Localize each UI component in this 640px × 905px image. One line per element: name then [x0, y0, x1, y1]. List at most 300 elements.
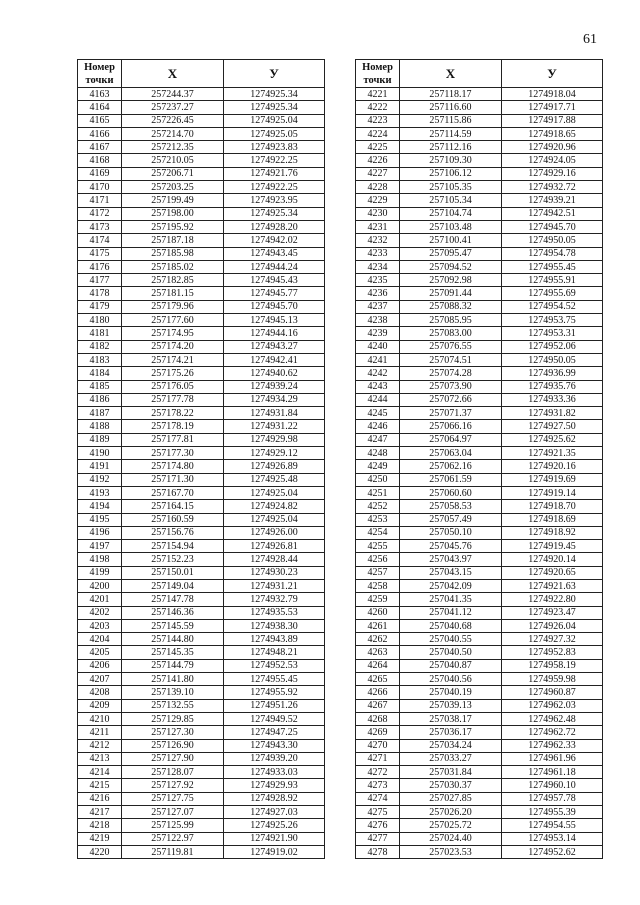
x-coordinate-cell: 257061.59 [400, 473, 502, 486]
point-number-cell: 4246 [356, 420, 400, 433]
table-row [356, 819, 603, 832]
x-coordinate-cell: 257145.59 [122, 619, 224, 632]
point-number-cell: 4267 [356, 699, 400, 712]
point-number-cell: 4247 [356, 433, 400, 446]
y-coordinate-cell: 1274961.96 [502, 752, 603, 765]
point-number-cell: 4176 [78, 260, 122, 273]
x-coordinate-cell: 257152.23 [122, 553, 224, 566]
x-coordinate-cell: 257237.27 [122, 101, 224, 114]
y-coordinate-cell: 1274936.99 [502, 367, 603, 380]
table-row [356, 274, 603, 287]
y-coordinate-cell: 1274925.04 [224, 513, 325, 526]
point-number-cell: 4260 [356, 606, 400, 619]
table-row [356, 207, 603, 220]
point-number-cell: 4191 [78, 460, 122, 473]
y-coordinate-cell: 1274953.14 [502, 832, 603, 845]
y-coordinate-cell: 1274962.48 [502, 712, 603, 725]
y-coordinate-cell: 1274929.98 [224, 433, 325, 446]
table-row [356, 606, 603, 619]
table-row [78, 314, 325, 327]
y-coordinate-cell: 1274925.04 [224, 486, 325, 499]
x-coordinate-cell: 257040.87 [400, 659, 502, 672]
x-coordinate-cell: 257127.75 [122, 792, 224, 805]
x-coordinate-cell: 257094.52 [400, 260, 502, 273]
table-row [356, 127, 603, 140]
y-coordinate-cell: 1274945.43 [224, 274, 325, 287]
point-number-cell: 4265 [356, 673, 400, 686]
x-coordinate-cell: 257212.35 [122, 141, 224, 154]
y-coordinate-cell: 1274942.51 [502, 207, 603, 220]
y-coordinate-cell: 1274925.34 [224, 101, 325, 114]
x-coordinate-cell: 257141.80 [122, 673, 224, 686]
header-y: У [502, 60, 603, 88]
point-number-cell: 4175 [78, 247, 122, 260]
y-coordinate-cell: 1274938.30 [224, 619, 325, 632]
table-row [78, 247, 325, 260]
y-coordinate-cell: 1274945.13 [224, 314, 325, 327]
table-row [356, 473, 603, 486]
x-coordinate-cell: 257095.47 [400, 247, 502, 260]
point-number-cell: 4180 [78, 314, 122, 327]
y-coordinate-cell: 1274943.89 [224, 633, 325, 646]
x-coordinate-cell: 257214.70 [122, 127, 224, 140]
y-coordinate-cell: 1274925.34 [224, 88, 325, 101]
point-number-cell: 4243 [356, 380, 400, 393]
x-coordinate-cell: 257109.30 [400, 154, 502, 167]
point-number-cell: 4233 [356, 247, 400, 260]
table-row [356, 500, 603, 513]
x-coordinate-cell: 257127.92 [122, 779, 224, 792]
table-row [356, 460, 603, 473]
point-number-cell: 4229 [356, 194, 400, 207]
y-coordinate-cell: 1274919.45 [502, 540, 603, 553]
point-number-cell: 4266 [356, 686, 400, 699]
point-number-cell: 4214 [78, 766, 122, 779]
y-coordinate-cell: 1274930.23 [224, 566, 325, 579]
x-coordinate-cell: 257182.85 [122, 274, 224, 287]
y-coordinate-cell: 1274942.02 [224, 234, 325, 247]
table-row [356, 659, 603, 672]
x-coordinate-cell: 257167.70 [122, 486, 224, 499]
point-number-cell: 4239 [356, 327, 400, 340]
table-row [78, 260, 325, 273]
y-coordinate-cell: 1274935.53 [224, 606, 325, 619]
table-row [78, 779, 325, 792]
x-coordinate-cell: 257072.66 [400, 393, 502, 406]
x-coordinate-cell: 257132.55 [122, 699, 224, 712]
y-coordinate-cell: 1274952.62 [502, 845, 603, 858]
point-number-cell: 4212 [78, 739, 122, 752]
table-row [78, 806, 325, 819]
y-coordinate-cell: 1274950.05 [502, 234, 603, 247]
y-coordinate-cell: 1274933.03 [224, 766, 325, 779]
table-row [356, 486, 603, 499]
point-number-cell: 4213 [78, 752, 122, 765]
table-row [78, 380, 325, 393]
point-number-cell: 4179 [78, 300, 122, 313]
x-coordinate-cell: 257039.13 [400, 699, 502, 712]
table-row [356, 619, 603, 632]
point-number-cell: 4202 [78, 606, 122, 619]
x-coordinate-cell: 257125.99 [122, 819, 224, 832]
point-number-cell: 4274 [356, 792, 400, 805]
point-number-cell: 4252 [356, 500, 400, 513]
table-row [78, 726, 325, 739]
table-row [356, 699, 603, 712]
table-row [78, 407, 325, 420]
y-coordinate-cell: 1274935.76 [502, 380, 603, 393]
table-row [78, 819, 325, 832]
table-row [356, 806, 603, 819]
point-number-cell: 4174 [78, 234, 122, 247]
point-number-cell: 4216 [78, 792, 122, 805]
y-coordinate-cell: 1274919.02 [224, 845, 325, 858]
x-coordinate-cell: 257040.68 [400, 619, 502, 632]
y-coordinate-cell: 1274931.22 [224, 420, 325, 433]
point-number-cell: 4210 [78, 712, 122, 725]
point-number-cell: 4263 [356, 646, 400, 659]
table-row [78, 340, 325, 353]
x-coordinate-cell: 257115.86 [400, 114, 502, 127]
y-coordinate-cell: 1274962.72 [502, 726, 603, 739]
x-coordinate-cell: 257091.44 [400, 287, 502, 300]
table-row [356, 314, 603, 327]
y-coordinate-cell: 1274927.32 [502, 633, 603, 646]
y-coordinate-cell: 1274962.33 [502, 739, 603, 752]
point-number-cell: 4173 [78, 220, 122, 233]
y-coordinate-cell: 1274943.27 [224, 340, 325, 353]
table-row [356, 300, 603, 313]
y-coordinate-cell: 1274952.83 [502, 646, 603, 659]
y-coordinate-cell: 1274939.20 [224, 752, 325, 765]
table-row [78, 513, 325, 526]
x-coordinate-cell: 257083.00 [400, 327, 502, 340]
x-coordinate-cell: 257177.30 [122, 447, 224, 460]
x-coordinate-cell: 257126.90 [122, 739, 224, 752]
x-coordinate-cell: 257036.17 [400, 726, 502, 739]
table-row [356, 420, 603, 433]
point-number-cell: 4168 [78, 154, 122, 167]
point-number-cell: 4183 [78, 353, 122, 366]
point-number-cell: 4205 [78, 646, 122, 659]
y-coordinate-cell: 1274922.25 [224, 154, 325, 167]
table-row [356, 526, 603, 539]
y-coordinate-cell: 1274955.91 [502, 274, 603, 287]
x-coordinate-cell: 257104.74 [400, 207, 502, 220]
x-coordinate-cell: 257177.78 [122, 393, 224, 406]
table-row [78, 367, 325, 380]
point-number-cell: 4235 [356, 274, 400, 287]
point-number-cell: 4206 [78, 659, 122, 672]
y-coordinate-cell: 1274926.04 [502, 619, 603, 632]
y-coordinate-cell: 1274925.34 [224, 207, 325, 220]
table-row [356, 766, 603, 779]
y-coordinate-cell: 1274927.50 [502, 420, 603, 433]
y-coordinate-cell: 1274928.92 [224, 792, 325, 805]
x-coordinate-cell: 257064.97 [400, 433, 502, 446]
y-coordinate-cell: 1274917.88 [502, 114, 603, 127]
y-coordinate-cell: 1274934.29 [224, 393, 325, 406]
point-number-cell: 4190 [78, 447, 122, 460]
x-coordinate-cell: 257100.41 [400, 234, 502, 247]
x-coordinate-cell: 257074.28 [400, 367, 502, 380]
x-coordinate-cell: 257179.96 [122, 300, 224, 313]
table-row [78, 633, 325, 646]
header-y: У [224, 60, 325, 88]
y-coordinate-cell: 1274927.03 [224, 806, 325, 819]
table-row [356, 353, 603, 366]
table-row [78, 739, 325, 752]
y-coordinate-cell: 1274961.18 [502, 766, 603, 779]
x-coordinate-cell: 257024.40 [400, 832, 502, 845]
x-coordinate-cell: 257085.95 [400, 314, 502, 327]
y-coordinate-cell: 1274960.10 [502, 779, 603, 792]
table-row [356, 327, 603, 340]
x-coordinate-cell: 257038.17 [400, 712, 502, 725]
x-coordinate-cell: 257195.92 [122, 220, 224, 233]
y-coordinate-cell: 1274953.31 [502, 327, 603, 340]
point-number-cell: 4225 [356, 141, 400, 154]
x-coordinate-cell: 257040.50 [400, 646, 502, 659]
y-coordinate-cell: 1274955.45 [502, 260, 603, 273]
point-number-cell: 4254 [356, 526, 400, 539]
table-row [78, 712, 325, 725]
x-coordinate-cell: 257144.80 [122, 633, 224, 646]
x-coordinate-cell: 257176.05 [122, 380, 224, 393]
x-coordinate-cell: 257122.97 [122, 832, 224, 845]
point-number-cell: 4199 [78, 566, 122, 579]
table-row [356, 234, 603, 247]
table-row [78, 673, 325, 686]
coordinates-table-left [77, 59, 325, 859]
y-coordinate-cell: 1274925.62 [502, 433, 603, 446]
point-number-cell: 4167 [78, 141, 122, 154]
point-number-cell: 4189 [78, 433, 122, 446]
table-row [78, 832, 325, 845]
page-number: 61 [583, 32, 597, 47]
y-coordinate-cell: 1274921.35 [502, 447, 603, 460]
point-number-cell: 4257 [356, 566, 400, 579]
y-coordinate-cell: 1274923.95 [224, 194, 325, 207]
point-number-cell: 4230 [356, 207, 400, 220]
x-coordinate-cell: 257031.84 [400, 766, 502, 779]
point-number-cell: 4228 [356, 181, 400, 194]
point-number-cell: 4164 [78, 101, 122, 114]
point-number-cell: 4192 [78, 473, 122, 486]
table-row [356, 88, 603, 101]
x-coordinate-cell: 257114.59 [400, 127, 502, 140]
point-number-cell: 4204 [78, 633, 122, 646]
point-number-cell: 4234 [356, 260, 400, 273]
y-coordinate-cell: 1274932.72 [502, 181, 603, 194]
x-coordinate-cell: 257092.98 [400, 274, 502, 287]
x-coordinate-cell: 257088.32 [400, 300, 502, 313]
table-row [78, 553, 325, 566]
table-row [356, 287, 603, 300]
x-coordinate-cell: 257127.07 [122, 806, 224, 819]
point-number-cell: 4262 [356, 633, 400, 646]
y-coordinate-cell: 1274919.69 [502, 473, 603, 486]
point-number-cell: 4170 [78, 181, 122, 194]
point-number-cell: 4258 [356, 579, 400, 592]
table-row [78, 114, 325, 127]
y-coordinate-cell: 1274955.45 [224, 673, 325, 686]
table-row [78, 619, 325, 632]
x-coordinate-cell: 257185.98 [122, 247, 224, 260]
y-coordinate-cell: 1274918.04 [502, 88, 603, 101]
table-row [78, 766, 325, 779]
x-coordinate-cell: 257127.90 [122, 752, 224, 765]
y-coordinate-cell: 1274954.78 [502, 247, 603, 260]
table-row [78, 752, 325, 765]
x-coordinate-cell: 257119.81 [122, 845, 224, 858]
table-row [356, 553, 603, 566]
table-row [356, 220, 603, 233]
y-coordinate-cell: 1274920.96 [502, 141, 603, 154]
y-coordinate-cell: 1274955.92 [224, 686, 325, 699]
point-number-cell: 4222 [356, 101, 400, 114]
table-row [78, 486, 325, 499]
table-row [78, 526, 325, 539]
y-coordinate-cell: 1274929.12 [224, 447, 325, 460]
table-row [356, 779, 603, 792]
table-row [78, 167, 325, 180]
point-number-cell: 4169 [78, 167, 122, 180]
point-number-cell: 4259 [356, 593, 400, 606]
x-coordinate-cell: 257043.97 [400, 553, 502, 566]
x-coordinate-cell: 257073.90 [400, 380, 502, 393]
y-coordinate-cell: 1274918.92 [502, 526, 603, 539]
x-coordinate-cell: 257156.76 [122, 526, 224, 539]
x-coordinate-cell: 257203.25 [122, 181, 224, 194]
y-coordinate-cell: 1274918.69 [502, 513, 603, 526]
y-coordinate-cell: 1274939.21 [502, 194, 603, 207]
y-coordinate-cell: 1274950.05 [502, 353, 603, 366]
point-number-cell: 4232 [356, 234, 400, 247]
y-coordinate-cell: 1274924.82 [224, 500, 325, 513]
point-number-cell: 4194 [78, 500, 122, 513]
table-row [78, 433, 325, 446]
table-row [356, 367, 603, 380]
point-number-cell: 4268 [356, 712, 400, 725]
table-row [356, 739, 603, 752]
y-coordinate-cell: 1274926.00 [224, 526, 325, 539]
x-coordinate-cell: 257187.18 [122, 234, 224, 247]
table-row [78, 593, 325, 606]
y-coordinate-cell: 1274953.75 [502, 314, 603, 327]
point-number-cell: 4270 [356, 739, 400, 752]
point-number-cell: 4231 [356, 220, 400, 233]
point-number-cell: 4236 [356, 287, 400, 300]
point-number-cell: 4203 [78, 619, 122, 632]
point-number-cell: 4209 [78, 699, 122, 712]
point-number-cell: 4163 [78, 88, 122, 101]
point-number-cell: 4227 [356, 167, 400, 180]
point-number-cell: 4197 [78, 540, 122, 553]
point-number-cell: 4193 [78, 486, 122, 499]
x-coordinate-cell: 257060.60 [400, 486, 502, 499]
table-body-right [356, 88, 603, 859]
y-coordinate-cell: 1274948.21 [224, 646, 325, 659]
table-row [356, 380, 603, 393]
point-number-cell: 4272 [356, 766, 400, 779]
point-number-cell: 4264 [356, 659, 400, 672]
point-number-cell: 4248 [356, 447, 400, 460]
table-row [356, 752, 603, 765]
table-row [356, 832, 603, 845]
x-coordinate-cell: 257144.79 [122, 659, 224, 672]
x-coordinate-cell: 257057.49 [400, 513, 502, 526]
table-row [356, 593, 603, 606]
x-coordinate-cell: 257043.15 [400, 566, 502, 579]
x-coordinate-cell: 257154.94 [122, 540, 224, 553]
x-coordinate-cell: 257027.85 [400, 792, 502, 805]
table-row [78, 540, 325, 553]
table-row [356, 407, 603, 420]
table-row [356, 646, 603, 659]
point-number-cell: 4166 [78, 127, 122, 140]
x-coordinate-cell: 257145.35 [122, 646, 224, 659]
point-number-cell: 4188 [78, 420, 122, 433]
x-coordinate-cell: 257040.55 [400, 633, 502, 646]
y-coordinate-cell: 1274926.81 [224, 540, 325, 553]
point-number-cell: 4245 [356, 407, 400, 420]
y-coordinate-cell: 1274945.70 [502, 220, 603, 233]
y-coordinate-cell: 1274920.16 [502, 460, 603, 473]
point-number-cell: 4250 [356, 473, 400, 486]
point-number-cell: 4211 [78, 726, 122, 739]
y-coordinate-cell: 1274954.55 [502, 819, 603, 832]
x-coordinate-cell: 257063.04 [400, 447, 502, 460]
y-coordinate-cell: 1274920.65 [502, 566, 603, 579]
point-number-cell: 4276 [356, 819, 400, 832]
table-row [78, 699, 325, 712]
table-row [356, 792, 603, 805]
y-coordinate-cell: 1274943.30 [224, 739, 325, 752]
point-number-cell: 4200 [78, 579, 122, 592]
y-coordinate-cell: 1274928.20 [224, 220, 325, 233]
table-row [78, 207, 325, 220]
x-coordinate-cell: 257174.21 [122, 353, 224, 366]
table-row [78, 220, 325, 233]
point-number-cell: 4253 [356, 513, 400, 526]
y-coordinate-cell: 1274943.45 [224, 247, 325, 260]
y-coordinate-cell: 1274918.65 [502, 127, 603, 140]
table-row [78, 686, 325, 699]
point-number-cell: 4178 [78, 287, 122, 300]
point-number-cell: 4273 [356, 779, 400, 792]
table-row [78, 141, 325, 154]
y-coordinate-cell: 1274925.48 [224, 473, 325, 486]
x-coordinate-cell: 257244.37 [122, 88, 224, 101]
x-coordinate-cell: 257066.16 [400, 420, 502, 433]
point-number-cell: 4278 [356, 845, 400, 858]
point-number-cell: 4207 [78, 673, 122, 686]
x-coordinate-cell: 257058.53 [400, 500, 502, 513]
point-number-cell: 4219 [78, 832, 122, 845]
table-row [78, 234, 325, 247]
table-row [356, 579, 603, 592]
point-number-cell: 4251 [356, 486, 400, 499]
x-coordinate-cell: 257210.05 [122, 154, 224, 167]
table-row [78, 473, 325, 486]
point-number-cell: 4182 [78, 340, 122, 353]
y-coordinate-cell: 1274920.14 [502, 553, 603, 566]
table-row [78, 792, 325, 805]
table-row [356, 247, 603, 260]
table-row [78, 353, 325, 366]
x-coordinate-cell: 257226.45 [122, 114, 224, 127]
